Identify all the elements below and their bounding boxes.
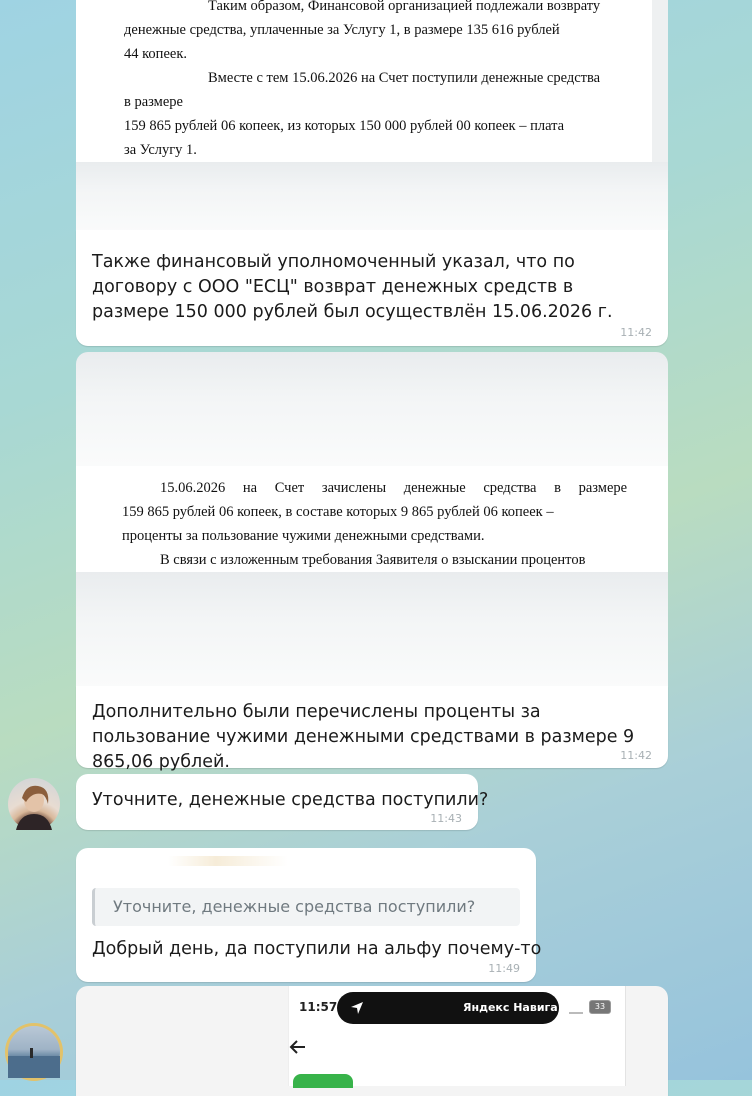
phone-screenshot [288, 986, 626, 1086]
dynamic-island [337, 992, 559, 1024]
doc-line: Вместе с тем 15.06.2026 на Счет поступили денежные средства в размере [124, 70, 601, 110]
blurred-region [76, 572, 668, 688]
sender-name-redacted [168, 856, 288, 866]
navigation-arrow-icon [349, 1000, 365, 1016]
message-time: 11:42 [620, 326, 652, 339]
message-bubble[interactable] [76, 774, 489, 830]
doc-line: В связи с изложенным требования Заявителя о взыскании процентов [160, 552, 586, 568]
phone-clock: 11:57 [299, 1000, 338, 1014]
green-button-partial [293, 1074, 353, 1088]
message-time: 11:43 [430, 812, 462, 825]
doc-line: 44 копеек. [124, 46, 187, 62]
arrow-left-icon[interactable] [289, 1038, 307, 1056]
document-image-2[interactable] [76, 466, 668, 572]
reply-quote[interactable]: Уточните, денежные средства поступили? [92, 888, 520, 926]
message-bubble[interactable] [76, 230, 668, 346]
doc-line: проценты за пользование чужими денежными средствами. [122, 528, 485, 544]
doc-line: за Услугу 1. [124, 142, 197, 158]
message-text: Уточните, денежные средства поступили? [92, 790, 489, 810]
doc-line: денежные средства, уплаченные за Услугу 1, в размере 135 616 рублей [124, 22, 560, 38]
message-text: Также финансовый уполномоченный указал, что по договору с ООО "ЕСЦ" возврат денежных средств в размере 150 000 рублей был осуществлён 15.06.2026 г. [92, 252, 613, 322]
screenshot-message[interactable] [76, 986, 668, 1096]
doc-line: 159 865 рублей 06 копеек, в составе которых 9 865 рублей 06 копеек – [122, 504, 554, 520]
doc-line: Таким образом, Финансовой организацией подлежали возврату [208, 0, 601, 14]
avatar[interactable] [8, 1026, 60, 1078]
avatar-photo-icon [8, 1026, 60, 1078]
doc-line: 159 865 рублей 06 копеек, из которых 150 000 рублей 00 копеек – плата [124, 118, 565, 134]
doc-edge [652, 0, 668, 162]
doc-line: 15.06.2026 на Счет зачислены денежные средства в размере [160, 480, 628, 496]
message-bubble[interactable] [76, 686, 668, 772]
message-time: 11:42 [620, 749, 652, 762]
avatar[interactable] [8, 778, 60, 830]
app-label: Яндекс Навига [463, 1001, 558, 1014]
message-text: Дополнительно были перечислены проценты за пользование чужими денежными средствами в размере 9 865,06 рублей. [92, 702, 635, 772]
battery-icon: 33 [589, 1000, 611, 1014]
signal-icon [569, 1002, 583, 1014]
message-time: 11:49 [488, 962, 520, 975]
status-icons [569, 1000, 619, 1014]
blurred-region [76, 162, 668, 232]
blurred-region [76, 352, 668, 466]
reply-message-bubble[interactable] [76, 848, 542, 982]
message-text: Добрый день, да поступили на альфу почему-то [92, 939, 542, 959]
document-image-1[interactable] [76, 0, 652, 162]
avatar-photo-icon [8, 778, 60, 830]
